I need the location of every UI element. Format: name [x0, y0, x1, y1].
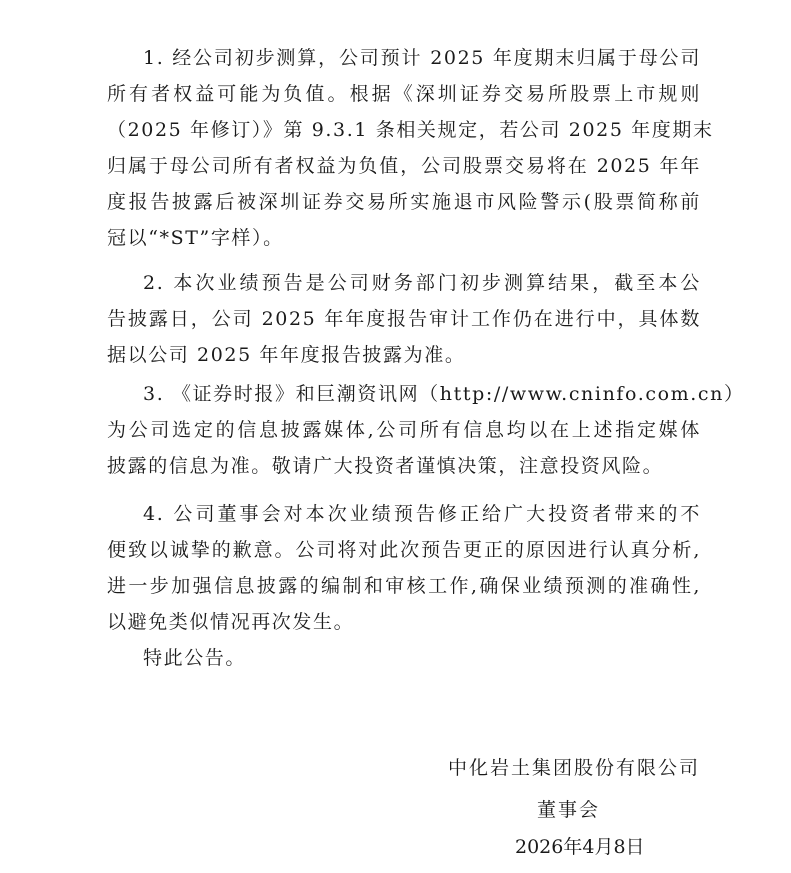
- paragraph-line: 告披露日，公司 2025 年年度报告审计工作仍在进行中，具体数: [107, 308, 701, 330]
- paragraph-line: 所有者权益可能为负值。根据《深圳证券交易所股票上市规则: [107, 83, 701, 105]
- paragraph-line: 度报告披露后被深圳证券交易所实施退市风险警示(股票简称前: [107, 191, 701, 213]
- closing-statement: 特此公告。: [143, 647, 247, 669]
- paragraph-line: 便致以诚挚的歉意。公司将对此次预告更正的原因进行认真分析,: [107, 539, 701, 561]
- paragraph-line: （2025 年修订）》第 9.3.1 条相关规定，若公司 2025 年度期末: [107, 119, 714, 141]
- paragraph-line: 披露的信息为准。敬请广大投资者谨慎决策，注意投资风险。: [107, 455, 664, 477]
- paragraph-line: 1. 经公司初步测算，公司预计 2025 年度期末归属于母公司: [143, 47, 701, 69]
- paragraph-line: 2. 本次业绩预告是公司财务部门初步测算结果，截至本公: [143, 272, 701, 294]
- signature-date: 2026年4月8日: [515, 836, 645, 858]
- paragraph-line: 以避免类似情况再次发生。: [107, 611, 355, 633]
- paragraph-line: 4. 公司董事会对本次业绩预告修正给广大投资者带来的不: [143, 503, 701, 525]
- paragraph-line: 进一步加强信息披露的编制和审核工作,确保业绩预测的准确性,: [107, 575, 701, 597]
- paragraph-line: 据以公司 2025 年年度报告披露为准。: [107, 344, 466, 366]
- paragraph-line: 为公司选定的信息披露媒体,公司所有信息均以在上述指定媒体: [107, 419, 701, 441]
- paragraph-line: 归属于母公司所有者权益为负值，公司股票交易将在 2025 年年: [107, 155, 701, 177]
- signature-board: 董事会: [537, 799, 601, 821]
- paragraph-line: 冠以“*ST”字样）。: [107, 227, 284, 249]
- signature-company: 中化岩土集团股份有限公司: [448, 757, 701, 779]
- paragraph-line: 3. 《证券时报》和巨潮资讯网（http://www.cninfo.com.cn）: [143, 383, 745, 405]
